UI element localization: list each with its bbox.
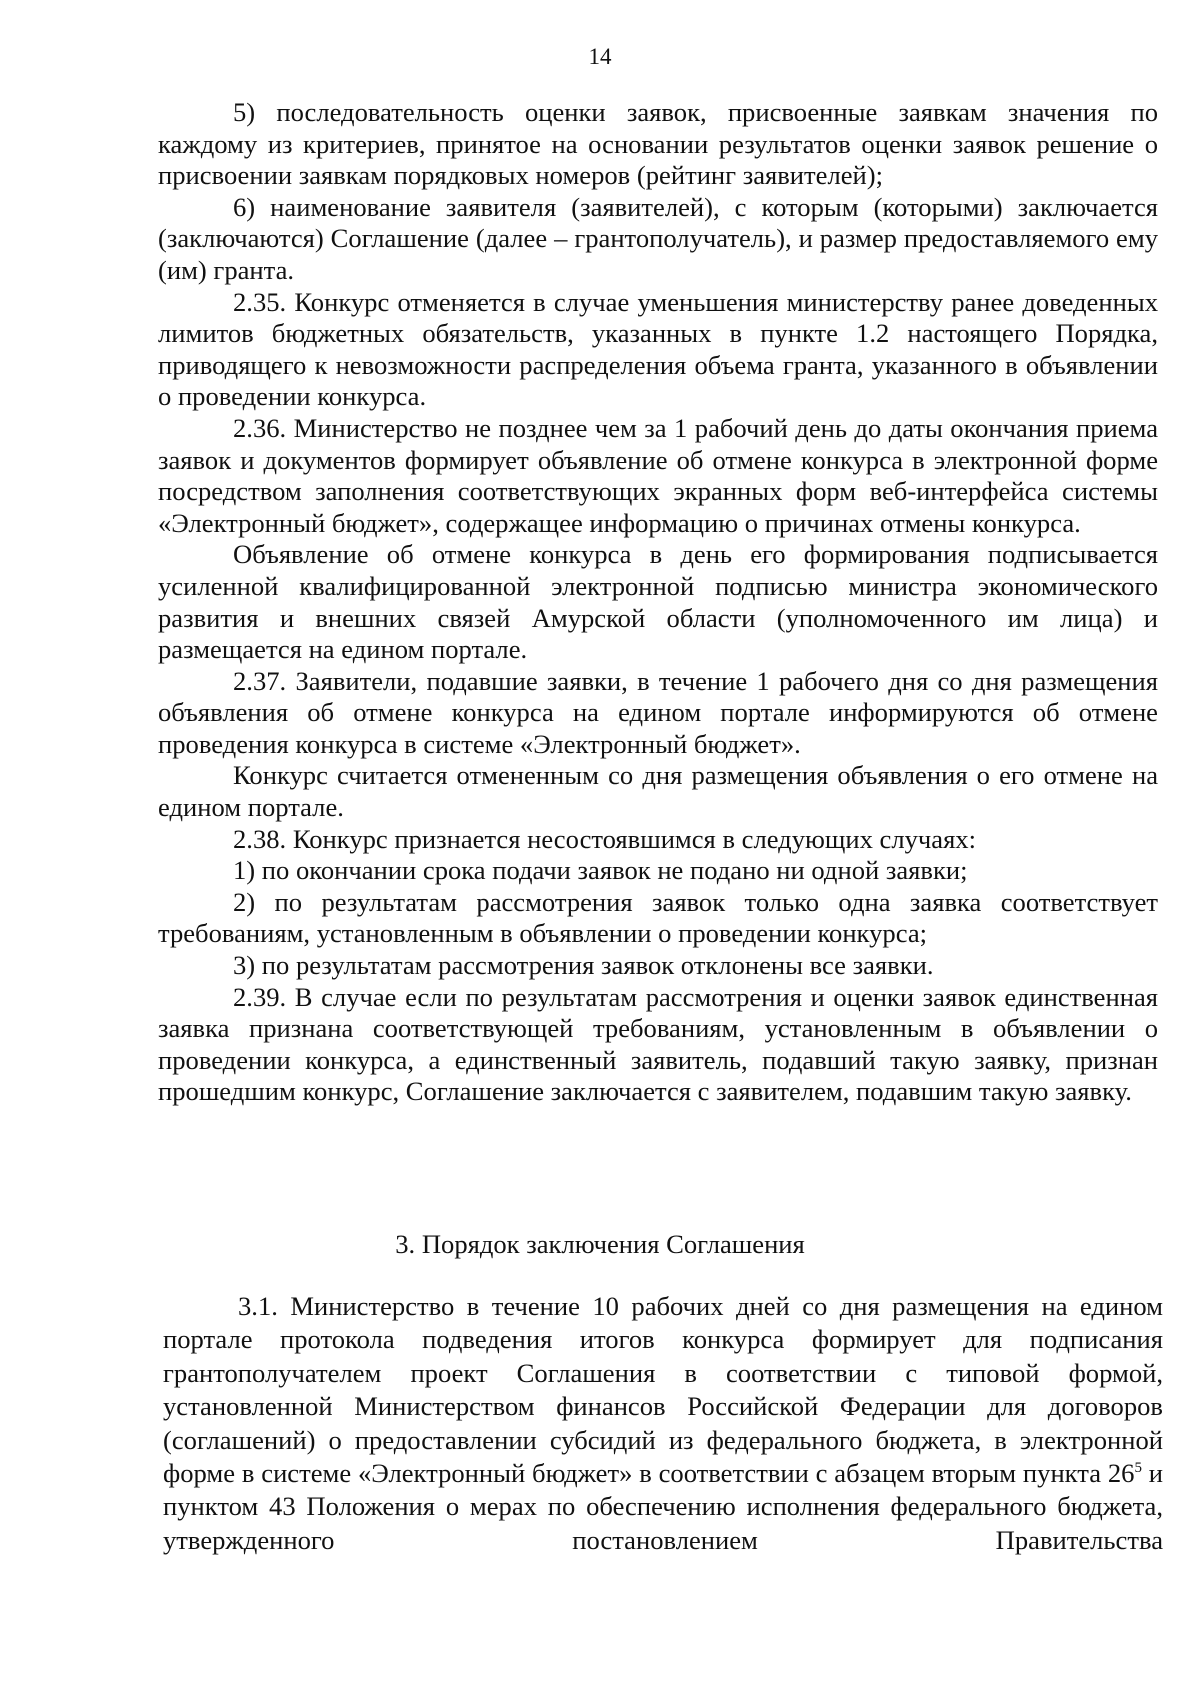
paragraph-3-1-part1: 3.1. Министерство в течение 10 рабочих дней со дня размещения на едином портале протокола подведения итогов конкурса формирует для подписания грантополучателем проект Соглашения в соответствии с типовой формой, установленной Министерством финансов Российской Федерации для договоров (соглашений) о предоставлении субсидий из федерального бюджета, в электронной форме в системе «Электронный бюджет» в соответствии с абзацем вторым пункта 26 — [163, 1291, 1163, 1489]
paragraph-2-35: 2.35. Конкурс отменяется в случае уменьшения министерству ранее доведенных лимитов бюджетных обязательств, указанных в пункте 1.2 настоящего Порядка, приводящего к невозможности распределения объема гранта, указанного в объявлении о проведении конкурса. — [158, 286, 1158, 412]
paragraph-announcement-signing: Объявление об отмене конкурса в день его формирования подписывается усиленной квалифицированной электронной подписью министра экономического развития и внешних связей Амурской области (уполномоченного им лица) и размещается на едином портале. — [158, 539, 1158, 665]
list-item-3: 3) по результатам рассмотрения заявок отклонены все заявки. — [233, 950, 934, 981]
paragraph-2-38: 2.38. Конкурс признается несостоявшимся в следующих случаях: — [233, 823, 976, 854]
paragraph-3-1 — [163, 1290, 1163, 1557]
section-text — [163, 1290, 1163, 1557]
page-number: 14 — [588, 44, 612, 69]
list-item-2: 2) по результатам рассмотрения заявок только одна заявка соответствует требованиям, установленным в объявлении о проведении конкурса; — [158, 886, 1158, 949]
paragraph-2-39: 2.39. В случае если по результатам рассмотрения и оценки заявок единственная заявка признана соответствующей требованиям, установленным в объявлении о проведении конкурса, а единственный заявитель, подавший такую заявку, признан прошедшим конкурс, Соглашение заключается с заявителем, подавшим такую заявку. — [158, 981, 1158, 1107]
paragraph-3-1-part2: и пунктом 43 Положения о мерах по обеспечению исполнения федерального бюджета, утвержденного постановлением Правительства — [163, 1458, 1163, 1555]
footnote-superscript: 5 — [1134, 1460, 1142, 1477]
paragraph-6: 6) наименование заявителя (заявителей), с которым (которыми) заключается (заключаются) Соглашение (далее – грантополучатель), и размер предоставляемого ему (им) гранта. — [158, 191, 1158, 285]
paragraph-contest-cancelled: Конкурс считается отмененным со дня размещения объявления о его отмене на едином портале. — [158, 760, 1158, 823]
paragraph-2-36: 2.36. Министерство не позднее чем за 1 рабочий день до даты окончания приема заявок и документов формирует объявление об отмене конкурса в электронной форме посредством заполнения соответствующих экранных форм веб-интерфейса системы «Электронный бюджет», содержащее информацию о причинах отмены конкурса. — [158, 412, 1158, 538]
paragraph-5: 5) последовательность оценки заявок, присвоенные заявкам значения по каждому из критериев, принятое на основании результатов оценки заявок решение о присвоении заявкам порядковых номеров (рейтинг заявителей); — [158, 97, 1158, 191]
body-text — [158, 97, 1158, 1108]
paragraph-2-37: 2.37. Заявители, подавшие заявки, в течение 1 рабочего дня со дня размещения объявления об отмене конкурса на едином портале информируются об отмене проведения конкурса в системе «Электронный бюджет». — [158, 665, 1158, 759]
section-heading: 3. Порядок заключения Соглашения — [395, 1229, 805, 1259]
list-item-1: 1) по окончании срока подачи заявок не подано ни одной заявки; — [233, 855, 968, 886]
